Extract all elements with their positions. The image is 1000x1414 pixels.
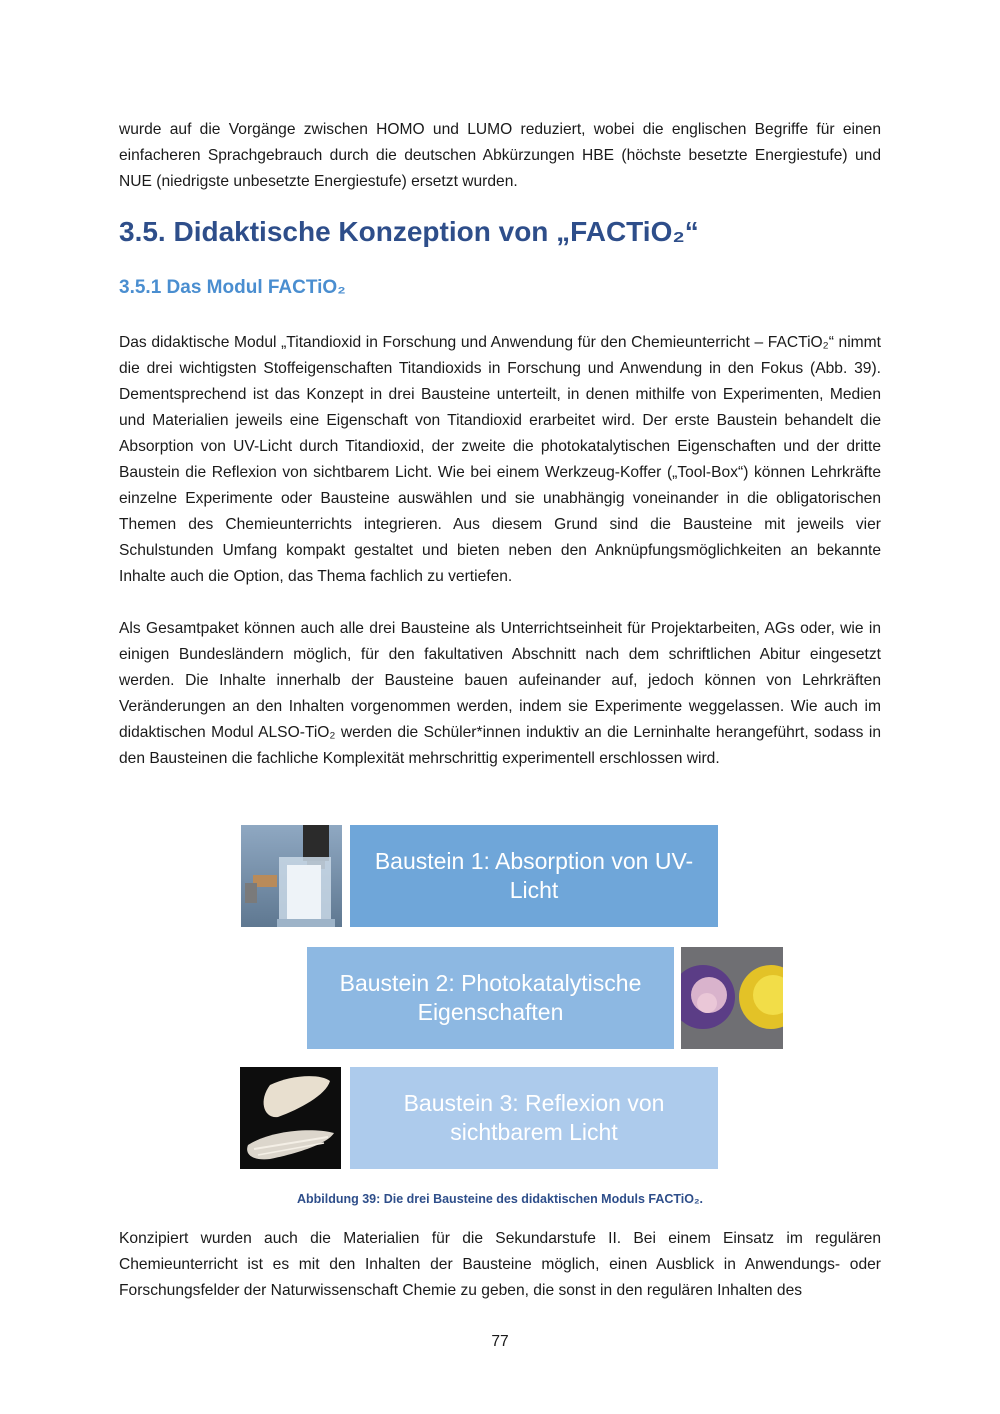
body-paragraph-3: Konzipiert wurden auch die Materialien für die Sekundarstufe II. Bei einem Einsatz im regulären Chemieunterricht ist es mit den Inhalten der Bausteine möglich, einen Ausblick in Anwendungs- oder Forschungsfelder der Naturwissenschaft Chemie zu geben, die sonst in den regulären Inhalten des: [119, 1230, 881, 1299]
page-number: 77: [491, 1333, 509, 1350]
figure-caption: Abbildung 39: Die drei Bausteine des didaktischen Moduls FACTiO₂.: [296, 1192, 704, 1206]
photo-white-pigment: [240, 1067, 341, 1169]
baustein-2-box: [307, 947, 674, 1049]
baustein-1-label: Baustein 1: Absorption von UV-Licht: [374, 848, 694, 903]
body-paragraph-2: Als Gesamtpaket können auch alle drei Bausteine als Unterrichtseinheit für Projektarbeiten, AGs oder, wie in einigen Bundesländern möglich, für den fakultativen Abschnitt nach dem schriftlichen Abitur eingesetzt werden. Die Inhalte innerhalb der Bausteine bauen aufeinander auf, jedoch können von Lehrkräften Veränderungen an den Inhalten vorgenommen werden, indem sie Experimente weggelassen. Wie auch im didaktischen Modul ALSO-TiO₂ werden die Schüler*innen induktiv an die Lerninhalte herangeführt, sodass in den Bausteinen die fachliche Komplexität mehrschrittig experimentell erschlossen wird.: [119, 620, 881, 767]
baustein-3-box: [350, 1067, 718, 1169]
intro-paragraph: wurde auf die Vorgänge zwischen HOMO und LUMO reduziert, wobei die englischen Begriffe für einen einfacheren Sprachgebrauch durch die deutschen Abkürzungen HBE (höchste besetzte Energiestufe) und NUE (niedrigste unbesetzte Energiestufe) ersetzt wurden.: [119, 121, 881, 190]
baustein-1-box: [350, 825, 718, 927]
subsection-heading: 3.5.1 Das Modul FACTiO₂: [119, 277, 346, 298]
baustein-2-label: Baustein 2: Photokatalytische Eigenschaften: [339, 970, 642, 1025]
photo-photocatalysis: [681, 947, 783, 1049]
body-paragraph-1: Das didaktische Modul „Titandioxid in Forschung und Anwendung für den Chemieunterricht – FACTiO₂“ nimmt die drei wichtigsten Stoffeigenschaften Titandioxids in Forschung und Anwendung in den Fokus (Abb. 39). Dementsprechend ist das Konzept in drei Bausteine unterteilt, in denen mithilfe von Experimenten, Medien und Materialien jeweils eine Eigenschaft von Titandioxid erarbeitet wird. Der erste Baustein behandelt die Absorption von UV-Licht durch Titandioxid, der zweite die photokatalytischen Eigenschaften und der dritte Baustein die Reflexion von sichtbarem Licht. Wie bei einem Werkzeug-Koffer („Tool-Box“) können Lehrkräfte einzelne Experimente oder Bausteine auswählen und sie unabhängig voneinander in die obligatorischen Themen des Chemieunterrichts integrieren. Aus diesem Grund sind die Bausteine mit jeweils vier Schulstunden Umfang kompakt gestaltet und bieten neben den Anknüpfungsmöglichkeiten an bekannte Inhalte auch die Option, das Thema fachlich zu vertiefen.: [119, 334, 881, 585]
photo-uv-cuvette: [241, 825, 342, 927]
baustein-3-label: Baustein 3: Reflexion von sichtbarem Licht: [403, 1090, 665, 1145]
section-heading: 3.5. Didaktische Konzeption von „FACTiO₂“: [119, 216, 699, 247]
